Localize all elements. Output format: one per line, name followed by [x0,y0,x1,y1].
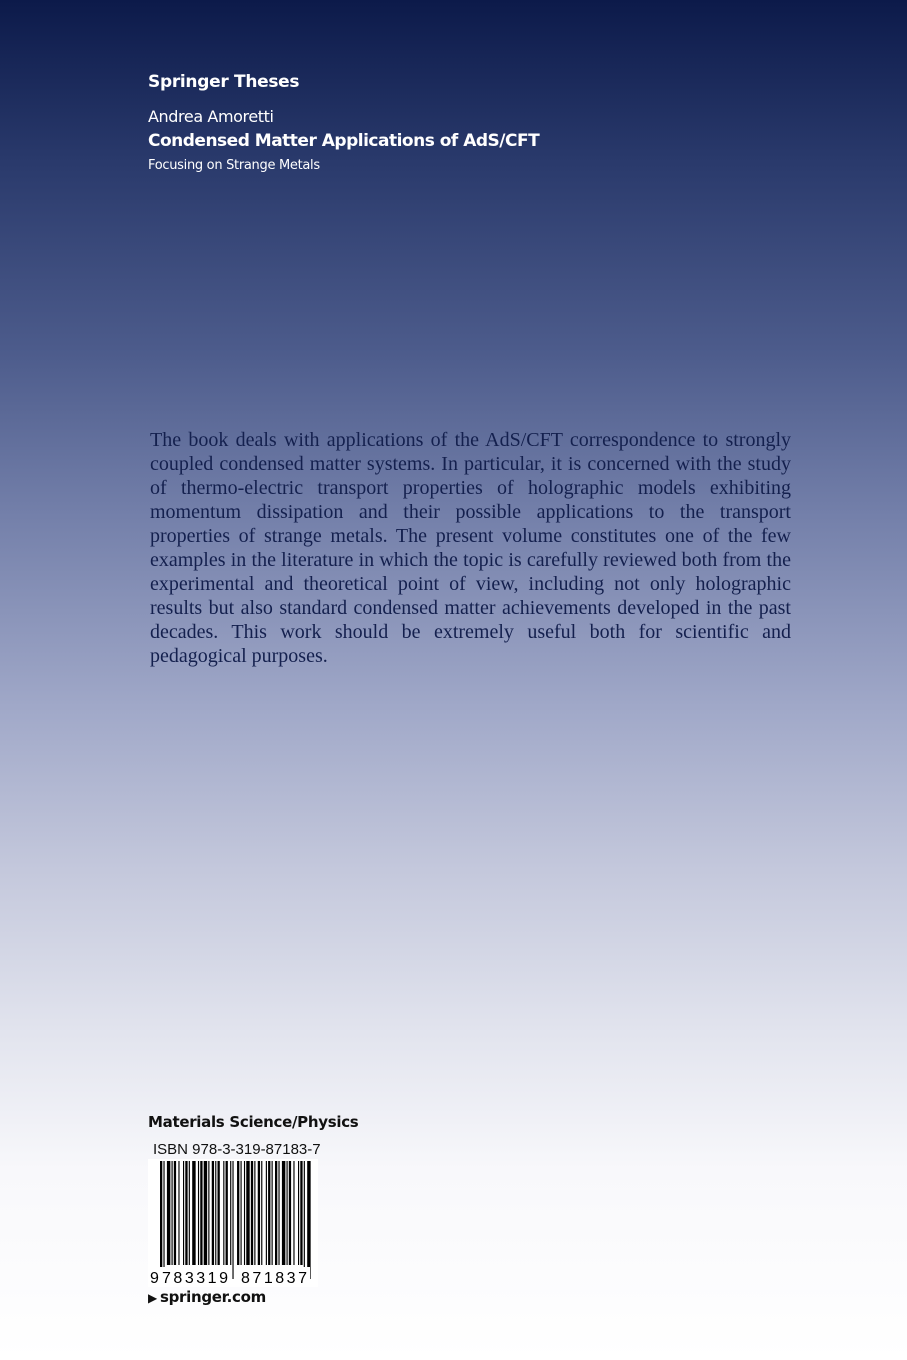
barcode-bar [304,1161,305,1279]
barcode-bar [189,1161,190,1265]
author-name: Andrea Amoretti [148,107,274,126]
barcode-bar [178,1161,179,1265]
barcode-bar [185,1161,187,1265]
barcode-bar [278,1161,279,1265]
barcode-bar [183,1161,184,1265]
subject-category: Materials Science/Physics [148,1113,359,1131]
barcode-bar [298,1161,299,1265]
isbn-number: ISBN 978-3-319-87183-7 [153,1141,321,1158]
publisher-website[interactable] [148,1288,266,1306]
barcode-bar [232,1161,233,1279]
barcode-bar [307,1161,310,1279]
barcode-bar [212,1161,214,1265]
barcode-bar [172,1161,173,1265]
play-arrow-icon: ▶ [148,1291,157,1305]
barcode-bar [287,1161,288,1265]
barcode-bar [223,1161,224,1265]
barcode-bar [251,1161,253,1265]
barcode-bar [282,1161,285,1265]
barcode-bar [160,1161,162,1279]
barcode-bar [258,1161,260,1265]
barcode-bar [275,1161,277,1265]
barcode-bar [218,1161,220,1265]
barcode-bar [244,1161,245,1265]
barcode-bar [167,1161,170,1265]
barcode-bar [174,1161,176,1265]
barcode-digits-right: 871837 [241,1270,307,1287]
barcode-bar [241,1161,242,1265]
book-title: Condensed Matter Applications of AdS/CFT [148,131,540,151]
barcode-bar [272,1161,273,1265]
book-subtitle: Focusing on Strange Metals [148,158,320,173]
barcode-bar [163,1161,164,1279]
book-description: The book deals with applications of the AdS/CFT correspondence to strongly coupled condensed matter systems. In particular, it is concerned with the study of thermo-electric transport properties of holographic models exhibiting momentum dissipation and their possible applications to the transport properties of strange metals. The present volume constitutes one of the few examples in the literature in which the topic is carefully reviewed both from the experimental and theoretical point of view, including not only holographic results but also standard condensed matter achievements developed in the past decades. This work should be extremely useful both for scientific and pedagogical purposes. [150,429,791,667]
barcode-bar [266,1161,267,1265]
barcode-bar [261,1161,262,1265]
barcode-bar [208,1161,209,1265]
barcode-digit-lead: 9 [150,1270,159,1287]
barcode-bar [226,1161,228,1265]
barcode-bar [215,1161,216,1265]
barcode-bar [246,1161,249,1265]
barcode-bar [198,1161,199,1265]
barcode-digits-left: 783319 [162,1270,228,1287]
barcode-bar [230,1161,231,1265]
website-label: springer.com [159,1288,266,1306]
barcode-bar [293,1161,294,1265]
barcode-bar [254,1161,255,1265]
barcode-bar [204,1161,207,1265]
barcode-bar [268,1161,270,1265]
barcode-bar [289,1161,291,1265]
barcode-bar [200,1161,202,1265]
barcode-bar [300,1161,302,1265]
barcode-bar [192,1161,195,1265]
barcode [148,1159,318,1287]
barcode-bar [237,1161,239,1265]
series-name: Springer Theses [148,72,300,92]
